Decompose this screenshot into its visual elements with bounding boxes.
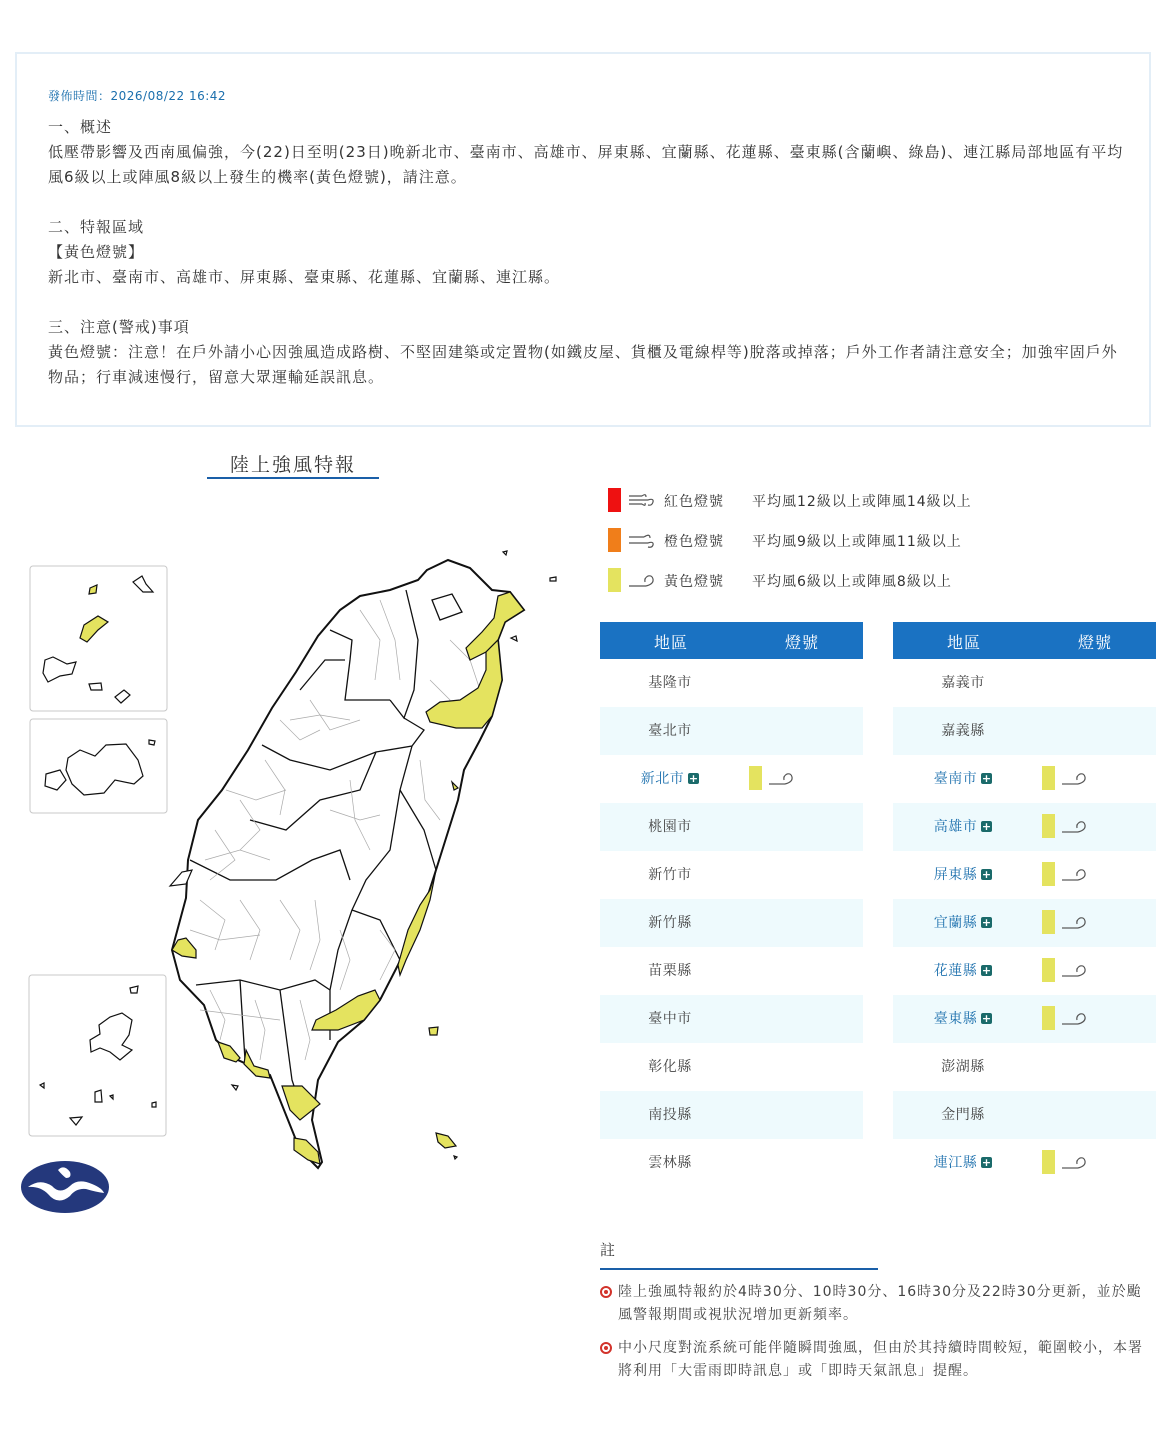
table-row bbox=[893, 659, 1156, 707]
light-wind-icon bbox=[1061, 1154, 1087, 1174]
issue-time: 發佈時間：2026/08/22 16:42 bbox=[48, 89, 227, 103]
section-area-text: 新北市、臺南市、高雄市、屏東縣、臺東縣、花蓮縣、宜蘭縣、連江縣。 bbox=[48, 268, 561, 286]
expand-plus-icon[interactable]: + bbox=[981, 916, 992, 929]
section-area-title: 二、特報區域 bbox=[48, 218, 145, 236]
taiwan-warning-map[interactable] bbox=[0, 490, 580, 1230]
zone-orchid-island bbox=[436, 1133, 456, 1148]
table-row bbox=[893, 995, 1156, 1043]
region-name[interactable]: 臺南市 + bbox=[933, 771, 992, 787]
region-name: 金門縣 bbox=[941, 1107, 985, 1123]
region-name[interactable]: 宜蘭縣 + bbox=[933, 915, 992, 931]
header-area: 地區 bbox=[654, 633, 689, 652]
table-row bbox=[893, 755, 1156, 803]
notes-title: 註 bbox=[600, 1241, 616, 1259]
map-title-underline bbox=[207, 477, 379, 479]
yellow-signal-swatch bbox=[1042, 958, 1055, 982]
expand-plus-icon[interactable]: + bbox=[981, 772, 992, 785]
region-table-left bbox=[600, 622, 863, 1187]
header-area: 地區 bbox=[947, 633, 982, 652]
moderate-wind-icon bbox=[628, 532, 656, 548]
expand-plus-icon[interactable]: + bbox=[981, 1156, 992, 1169]
legend-red-desc: 平均風12級以上或陣風14級以上 bbox=[752, 494, 972, 510]
table-row bbox=[600, 755, 863, 803]
light-wind-icon bbox=[1061, 866, 1087, 886]
yellow-signal-swatch bbox=[1042, 814, 1055, 838]
yellow-signal-swatch bbox=[1042, 1006, 1055, 1030]
zone-green-island bbox=[429, 1027, 438, 1035]
region-name: 澎湖縣 bbox=[941, 1059, 985, 1075]
table-row bbox=[600, 995, 863, 1043]
region-name[interactable]: 高雄市 + bbox=[933, 819, 992, 835]
table-row bbox=[600, 947, 863, 995]
table-row bbox=[893, 803, 1156, 851]
region-name: 臺北市 bbox=[648, 723, 692, 739]
legend-orange-desc: 平均風9級以上或陣風11級以上 bbox=[752, 534, 962, 550]
notes-underline bbox=[600, 1268, 878, 1270]
yellow-signal-swatch bbox=[1042, 766, 1055, 790]
expand-plus-icon[interactable]: + bbox=[981, 1012, 992, 1025]
light-wind-icon bbox=[1061, 818, 1087, 838]
table-row bbox=[600, 1043, 863, 1091]
inset-penghu bbox=[29, 975, 166, 1136]
section-overview-title: 一、概述 bbox=[48, 118, 113, 136]
light-wind-icon bbox=[628, 572, 656, 588]
table-row bbox=[600, 899, 863, 947]
region-name: 彰化縣 bbox=[648, 1059, 692, 1075]
legend-red-swatch bbox=[608, 488, 621, 512]
table-row bbox=[893, 947, 1156, 995]
region-name: 臺中市 bbox=[648, 1011, 692, 1027]
region-name: 嘉義縣 bbox=[941, 723, 985, 739]
legend-yellow-swatch bbox=[608, 568, 621, 592]
region-name: 基隆市 bbox=[648, 675, 692, 691]
warning-notice-panel bbox=[15, 52, 1151, 427]
table-row bbox=[893, 1043, 1156, 1091]
table-row bbox=[600, 707, 863, 755]
region-name: 雲林縣 bbox=[648, 1155, 692, 1171]
table-row bbox=[600, 1091, 863, 1139]
inset-kinmen bbox=[30, 719, 167, 813]
bullet-icon bbox=[600, 1286, 612, 1298]
legend-yellow-name: 黃色燈號 bbox=[664, 574, 724, 590]
expand-plus-icon[interactable]: + bbox=[981, 964, 992, 977]
table-row bbox=[600, 659, 863, 707]
legend-orange-name: 橙色燈號 bbox=[664, 534, 724, 550]
section-area-level: 【黃色燈號】 bbox=[48, 243, 145, 261]
region-name: 嘉義市 bbox=[941, 675, 985, 691]
section-caution-title: 三、注意(警戒)事項 bbox=[48, 318, 190, 336]
region-name: 新竹市 bbox=[648, 867, 692, 883]
expand-plus-icon[interactable]: + bbox=[981, 868, 992, 881]
table-row bbox=[600, 803, 863, 851]
legend-red-name: 紅色燈號 bbox=[664, 494, 724, 510]
light-wind-icon bbox=[1061, 1010, 1087, 1030]
region-name: 新竹縣 bbox=[648, 915, 692, 931]
region-name: 苗栗縣 bbox=[648, 963, 692, 979]
region-name[interactable]: 臺東縣 + bbox=[933, 1011, 992, 1027]
table-header bbox=[600, 622, 863, 659]
cwa-logo bbox=[21, 1161, 109, 1213]
section-caution-text: 黃色燈號：注意！在戶外請小心因強風造成路樹、不堅固建築或定置物(如鐵皮屋、貨櫃及電線桿等)脫落或掉落；戶外工作者請注意安全；加強牢固戶外物品；行車減速慢行，留意大眾運輸延誤訊息。 bbox=[48, 343, 1118, 386]
expand-plus-icon[interactable]: + bbox=[688, 772, 699, 785]
legend-yellow-desc: 平均風6級以上或陣風8級以上 bbox=[752, 574, 952, 590]
notice-body bbox=[48, 115, 1128, 390]
yellow-signal-swatch bbox=[749, 766, 762, 790]
yellow-signal-swatch bbox=[1042, 910, 1055, 934]
header-signal: 燈號 bbox=[1078, 633, 1113, 652]
region-name: 南投縣 bbox=[648, 1107, 692, 1123]
region-name[interactable]: 新北市 + bbox=[640, 771, 699, 787]
yellow-signal-swatch bbox=[1042, 1150, 1055, 1174]
region-name[interactable]: 花蓮縣 + bbox=[933, 963, 992, 979]
section-overview-text: 低壓帶影響及西南風偏強，今(22)日至明(23日)晚新北市、臺南市、高雄市、屏東縣、宜蘭縣、花蓮縣、臺東縣(含蘭嶼、綠島)、連江縣局部地區有平均風6級以上或陣風8級以上發生的機率(黃色燈號)，請注意。 bbox=[48, 143, 1124, 186]
table-row bbox=[600, 1139, 863, 1187]
region-name[interactable]: 連江縣 + bbox=[933, 1155, 992, 1171]
header-signal: 燈號 bbox=[785, 633, 820, 652]
table-row bbox=[893, 1091, 1156, 1139]
map-title: 陸上強風特報 bbox=[229, 454, 356, 476]
taiwan-main-island bbox=[170, 551, 556, 1168]
legend-orange-swatch bbox=[608, 528, 621, 552]
table-row bbox=[600, 851, 863, 899]
inset-matsu bbox=[30, 566, 167, 711]
light-wind-icon bbox=[1061, 914, 1087, 934]
strong-wind-icon bbox=[628, 492, 656, 508]
light-wind-icon bbox=[1061, 770, 1087, 790]
expand-plus-icon[interactable]: + bbox=[981, 820, 992, 833]
note-item: 陸上強風特報約於4時30分、10時30分、16時30分及22時30分更新，並於颱風警報期間或視狀況增加更新頻率。 bbox=[618, 1281, 1148, 1327]
light-wind-icon bbox=[768, 770, 794, 790]
table-row bbox=[893, 707, 1156, 755]
note-item: 中小尺度對流系統可能伴隨瞬間強風，但由於其持續時間較短，範圍較小，本署將利用「大雷雨即時訊息」或「即時天氣訊息」提醒。 bbox=[618, 1337, 1148, 1383]
light-wind-icon bbox=[1061, 962, 1087, 982]
region-table-right bbox=[893, 622, 1156, 1187]
table-row bbox=[893, 851, 1156, 899]
table-header bbox=[893, 622, 1156, 659]
bullet-icon bbox=[600, 1342, 612, 1354]
region-name[interactable]: 屏東縣 + bbox=[933, 867, 992, 883]
table-row bbox=[893, 899, 1156, 947]
region-name: 桃園市 bbox=[648, 819, 692, 835]
yellow-signal-swatch bbox=[1042, 862, 1055, 886]
table-row bbox=[893, 1139, 1156, 1187]
